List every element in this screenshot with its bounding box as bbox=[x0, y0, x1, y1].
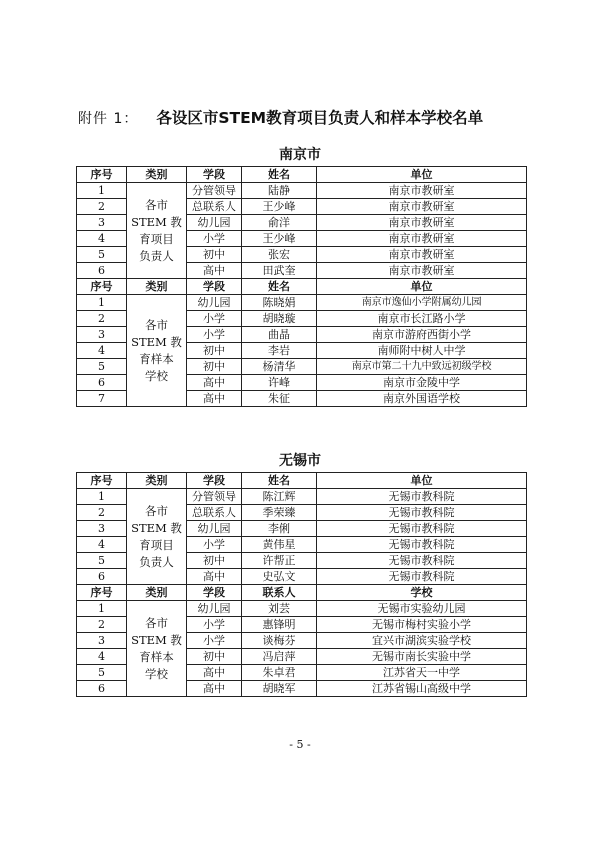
unit-cell: 无锡市教科院 bbox=[317, 489, 527, 505]
unit-cell: 江苏省天一中学 bbox=[317, 665, 527, 681]
name-cell: 王少峰 bbox=[242, 199, 317, 215]
level-cell: 初中 bbox=[187, 553, 242, 569]
level-cell: 总联系人 bbox=[187, 505, 242, 521]
column-header: 姓名 bbox=[242, 473, 317, 489]
level-cell: 幼儿园 bbox=[187, 521, 242, 537]
name-cell: 杨清华 bbox=[242, 359, 317, 375]
column-header: 类别 bbox=[127, 585, 187, 601]
level-cell: 高中 bbox=[187, 263, 242, 279]
column-header: 学校 bbox=[317, 585, 527, 601]
unit-cell: 南京市教研室 bbox=[317, 231, 527, 247]
table-row bbox=[77, 183, 527, 199]
unit-cell: 南京市教研室 bbox=[317, 183, 527, 199]
unit-cell: 南京外国语学校 bbox=[317, 391, 527, 407]
column-header: 姓名 bbox=[242, 167, 317, 183]
name-cell: 陆静 bbox=[242, 183, 317, 199]
level-cell: 分管领导 bbox=[187, 183, 242, 199]
unit-cell: 无锡市梅村实验小学 bbox=[317, 617, 527, 633]
name-cell: 李岩 bbox=[242, 343, 317, 359]
column-header: 学段 bbox=[187, 585, 242, 601]
unit-cell: 南京市逸仙小学附属幼儿园 bbox=[317, 295, 527, 311]
category-line: 负责人 bbox=[139, 248, 174, 263]
column-header: 单位 bbox=[317, 279, 527, 295]
row-number-cell: 2 bbox=[77, 199, 127, 215]
column-header: 姓名 bbox=[242, 279, 317, 295]
unit-cell: 无锡市教科院 bbox=[317, 569, 527, 585]
document-heading bbox=[78, 106, 483, 128]
name-cell: 许帮正 bbox=[242, 553, 317, 569]
category-line: 各市 bbox=[145, 615, 168, 630]
name-cell: 黄伟星 bbox=[242, 537, 317, 553]
row-number-cell: 3 bbox=[77, 521, 127, 537]
row-number-cell: 1 bbox=[77, 183, 127, 199]
name-cell: 季荣臻 bbox=[242, 505, 317, 521]
column-header: 单位 bbox=[317, 167, 527, 183]
category-cell bbox=[127, 601, 187, 697]
unit-cell: 无锡市教科院 bbox=[317, 553, 527, 569]
name-cell: 惠锋明 bbox=[242, 617, 317, 633]
level-cell: 小学 bbox=[187, 327, 242, 343]
level-cell: 小学 bbox=[187, 311, 242, 327]
unit-cell: 南京市教研室 bbox=[317, 215, 527, 231]
unit-cell: 南京市教研室 bbox=[317, 247, 527, 263]
column-header: 学段 bbox=[187, 167, 242, 183]
category-cell bbox=[127, 183, 187, 279]
category-cell bbox=[127, 295, 187, 407]
name-cell: 朱征 bbox=[242, 391, 317, 407]
name-cell: 胡晓璇 bbox=[242, 311, 317, 327]
category-line: STEM 教 bbox=[131, 214, 182, 229]
unit-cell: 南京市第二十九中致远初级学校 bbox=[317, 359, 527, 375]
level-cell: 初中 bbox=[187, 649, 242, 665]
column-header: 学段 bbox=[187, 279, 242, 295]
row-number-cell: 5 bbox=[77, 247, 127, 263]
category-line: 各市 bbox=[145, 317, 168, 332]
row-number-cell: 6 bbox=[77, 569, 127, 585]
row-number-cell: 3 bbox=[77, 327, 127, 343]
column-header: 类别 bbox=[127, 473, 187, 489]
category-line: 各市 bbox=[145, 197, 168, 212]
category-line: 负责人 bbox=[139, 554, 174, 569]
row-number-cell: 4 bbox=[77, 537, 127, 553]
category-line: 学校 bbox=[145, 368, 168, 383]
row-number-cell: 1 bbox=[77, 295, 127, 311]
row-number-cell: 3 bbox=[77, 633, 127, 649]
category-line: 育样本 bbox=[139, 351, 174, 366]
name-cell: 陈晓娟 bbox=[242, 295, 317, 311]
schools-header-row bbox=[77, 279, 527, 295]
wuxi-table bbox=[76, 472, 527, 697]
level-cell: 初中 bbox=[187, 343, 242, 359]
city-title-wuxi: 无锡市 bbox=[279, 453, 321, 469]
level-cell: 分管领导 bbox=[187, 489, 242, 505]
row-number-cell: 7 bbox=[77, 391, 127, 407]
page-number: - 5 - bbox=[289, 738, 311, 751]
name-cell: 曲晶 bbox=[242, 327, 317, 343]
column-header: 序号 bbox=[77, 279, 127, 295]
name-cell: 朱卓君 bbox=[242, 665, 317, 681]
leaders-header-row bbox=[77, 167, 527, 183]
level-cell: 高中 bbox=[187, 569, 242, 585]
unit-cell: 无锡市教科院 bbox=[317, 521, 527, 537]
column-header: 类别 bbox=[127, 279, 187, 295]
schools-header-row bbox=[77, 585, 527, 601]
row-number-cell: 6 bbox=[77, 375, 127, 391]
level-cell: 小学 bbox=[187, 617, 242, 633]
category-line: 育样本 bbox=[139, 649, 174, 664]
row-number-cell: 2 bbox=[77, 617, 127, 633]
row-number-cell: 4 bbox=[77, 231, 127, 247]
city-title-nanjing: 南京市 bbox=[279, 147, 321, 163]
name-cell: 李俐 bbox=[242, 521, 317, 537]
unit-cell: 南京市金陵中学 bbox=[317, 375, 527, 391]
category-line: STEM 教 bbox=[131, 334, 182, 349]
level-cell: 幼儿园 bbox=[187, 215, 242, 231]
unit-cell: 宜兴市湖滨实验学校 bbox=[317, 633, 527, 649]
column-header: 联系人 bbox=[242, 585, 317, 601]
row-number-cell: 4 bbox=[77, 343, 127, 359]
name-cell: 俞洋 bbox=[242, 215, 317, 231]
name-cell: 谈梅芬 bbox=[242, 633, 317, 649]
category-line: 各市 bbox=[145, 503, 168, 518]
unit-cell: 南京市教研室 bbox=[317, 263, 527, 279]
category-line: 学校 bbox=[145, 666, 168, 681]
name-cell: 王少峰 bbox=[242, 231, 317, 247]
nanjing-table bbox=[76, 166, 527, 407]
row-number-cell: 1 bbox=[77, 489, 127, 505]
leaders-header-row bbox=[77, 473, 527, 489]
row-number-cell: 6 bbox=[77, 681, 127, 697]
table-row bbox=[77, 601, 527, 617]
attachment-label: 附件 1： bbox=[78, 111, 139, 127]
level-cell: 幼儿园 bbox=[187, 601, 242, 617]
column-header: 序号 bbox=[77, 585, 127, 601]
row-number-cell: 5 bbox=[77, 359, 127, 375]
unit-cell: 南京市长江路小学 bbox=[317, 311, 527, 327]
unit-cell: 无锡市教科院 bbox=[317, 537, 527, 553]
unit-cell: 江苏省锡山高级中学 bbox=[317, 681, 527, 697]
level-cell: 小学 bbox=[187, 231, 242, 247]
unit-cell: 南师附中树人中学 bbox=[317, 343, 527, 359]
category-cell bbox=[127, 489, 187, 585]
column-header: 序号 bbox=[77, 167, 127, 183]
level-cell: 初中 bbox=[187, 359, 242, 375]
name-cell: 史弘文 bbox=[242, 569, 317, 585]
row-number-cell: 6 bbox=[77, 263, 127, 279]
level-cell: 高中 bbox=[187, 681, 242, 697]
name-cell: 陈江辉 bbox=[242, 489, 317, 505]
document-title: 各设区市STEM教育项目负责人和样本学校名单 bbox=[156, 109, 484, 127]
name-cell: 张宏 bbox=[242, 247, 317, 263]
table-row bbox=[77, 489, 527, 505]
row-number-cell: 2 bbox=[77, 311, 127, 327]
row-number-cell: 3 bbox=[77, 215, 127, 231]
level-cell: 高中 bbox=[187, 665, 242, 681]
name-cell: 胡晓军 bbox=[242, 681, 317, 697]
row-number-cell: 2 bbox=[77, 505, 127, 521]
unit-cell: 南京市教研室 bbox=[317, 199, 527, 215]
unit-cell: 南京市游府西街小学 bbox=[317, 327, 527, 343]
category-line: 育项目 bbox=[139, 537, 174, 552]
column-header: 学段 bbox=[187, 473, 242, 489]
category-line: 育项目 bbox=[139, 231, 174, 246]
unit-cell: 无锡市实验幼儿园 bbox=[317, 601, 527, 617]
level-cell: 高中 bbox=[187, 375, 242, 391]
level-cell: 初中 bbox=[187, 247, 242, 263]
name-cell: 田武奎 bbox=[242, 263, 317, 279]
name-cell: 许峰 bbox=[242, 375, 317, 391]
unit-cell: 无锡市南长实验中学 bbox=[317, 649, 527, 665]
column-header: 单位 bbox=[317, 473, 527, 489]
category-line: STEM 教 bbox=[131, 632, 182, 647]
category-line: STEM 教 bbox=[131, 520, 182, 535]
row-number-cell: 4 bbox=[77, 649, 127, 665]
name-cell: 刘芸 bbox=[242, 601, 317, 617]
level-cell: 小学 bbox=[187, 537, 242, 553]
column-header: 类别 bbox=[127, 167, 187, 183]
row-number-cell: 5 bbox=[77, 665, 127, 681]
column-header: 序号 bbox=[77, 473, 127, 489]
level-cell: 幼儿园 bbox=[187, 295, 242, 311]
row-number-cell: 1 bbox=[77, 601, 127, 617]
table-row bbox=[77, 295, 527, 311]
unit-cell: 无锡市教科院 bbox=[317, 505, 527, 521]
row-number-cell: 5 bbox=[77, 553, 127, 569]
level-cell: 总联系人 bbox=[187, 199, 242, 215]
name-cell: 冯启萍 bbox=[242, 649, 317, 665]
level-cell: 高中 bbox=[187, 391, 242, 407]
level-cell: 小学 bbox=[187, 633, 242, 649]
